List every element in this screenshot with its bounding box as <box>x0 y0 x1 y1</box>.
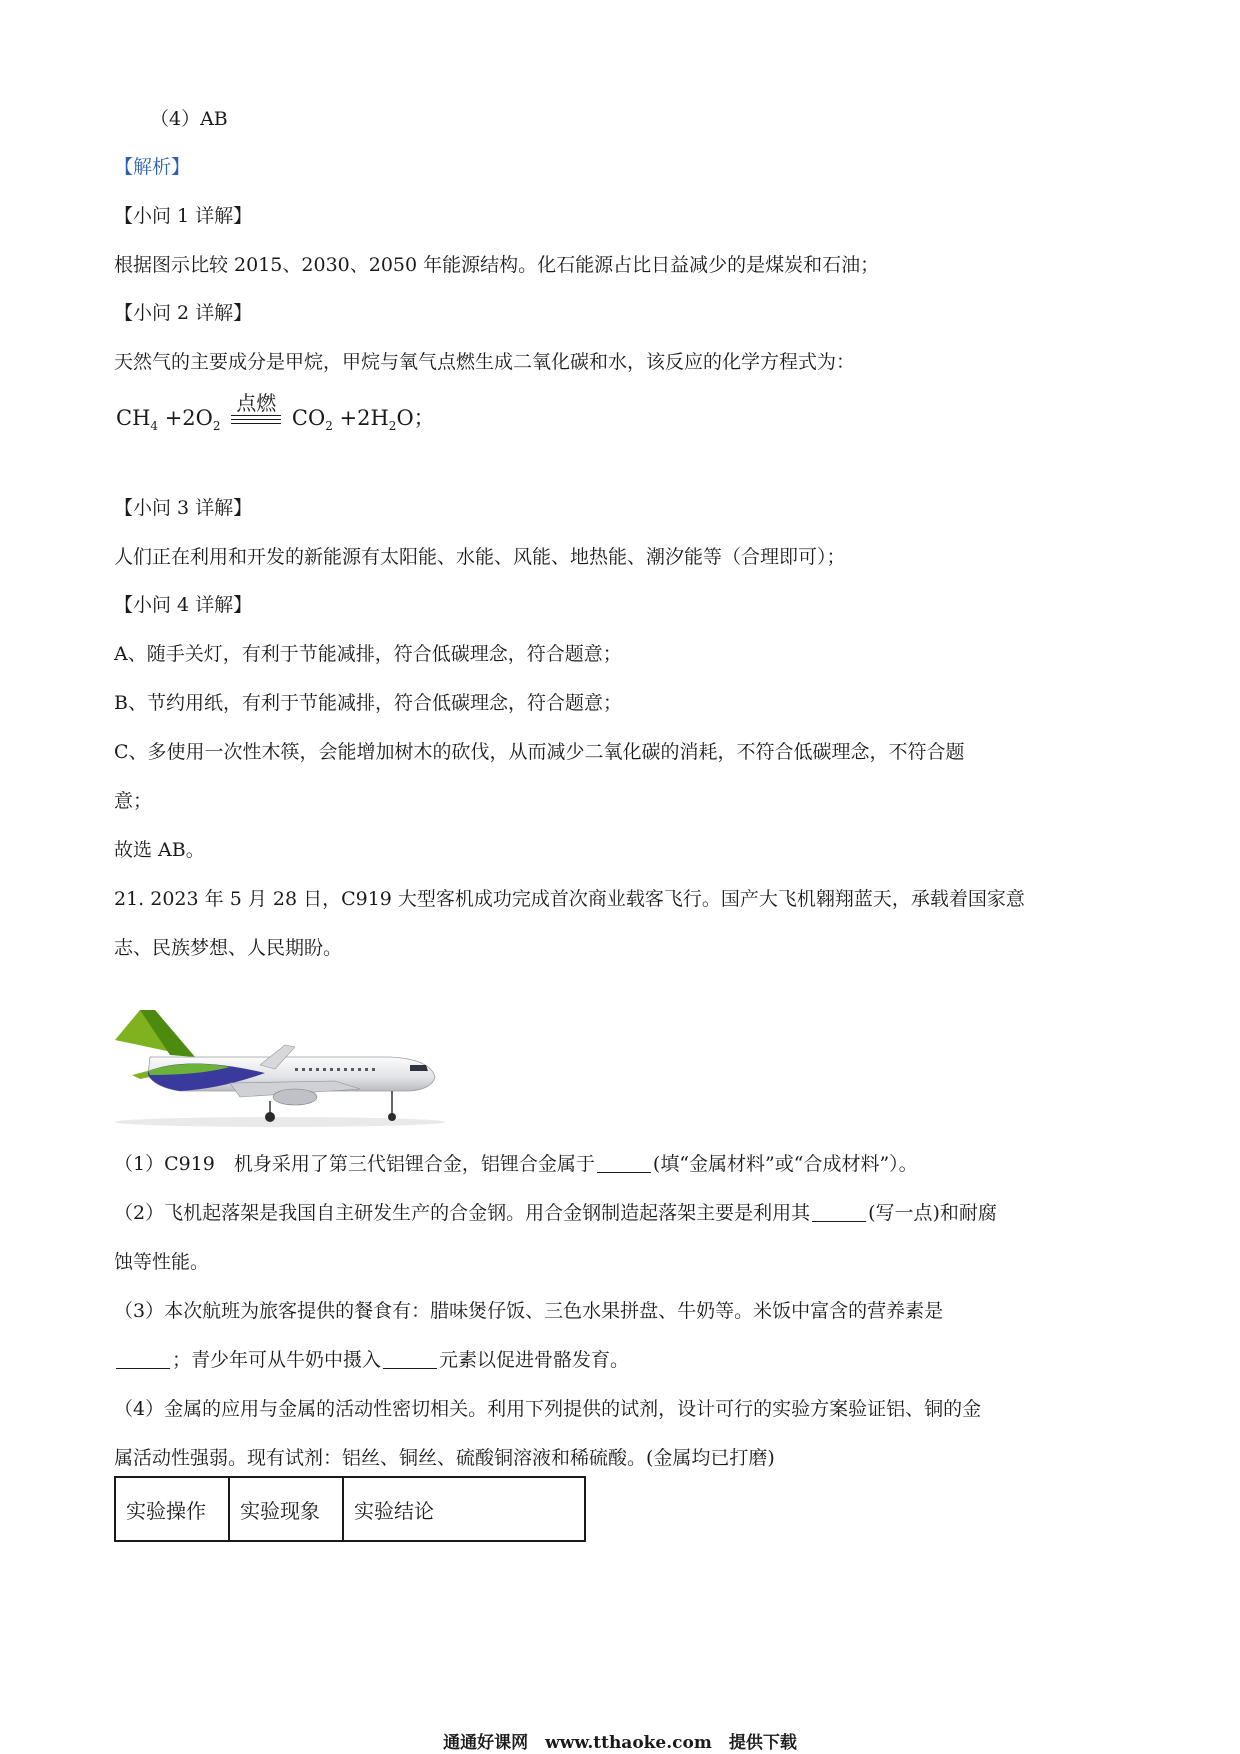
q21-sub4: （4）金属的应用与金属的活动性密切相关。利用下列提供的试剂，设计可行的实验方案验证铝、铜的金 <box>114 1398 982 1420</box>
q1-heading: 【小问 1 详解】 <box>114 205 253 227</box>
sub1-text-tail: (填“金属材料”或“合成材料”）。 <box>652 1153 918 1175</box>
q2-heading: 【小问 2 详解】 <box>114 302 253 324</box>
q4-option-c: C、多使用一次性木筷，会能增加树木的砍伐，从而减少二氧化碳的消耗，不符合低碳理念，不符合题 <box>114 741 965 763</box>
table-header-row <box>115 1477 585 1541</box>
q4-option-a: A、随手关灯，有利于节能减排，符合低碳理念，符合题意； <box>114 643 622 665</box>
sub2-text: （2）飞机起落架是我国自主研发生产的合金钢。用合金钢制造起落架主要是利用其 <box>114 1202 811 1224</box>
eq-co: CO <box>291 406 326 430</box>
q4-conclusion: 故选 AB。 <box>114 839 205 861</box>
sub2-text-tail: (写一点)和耐腐 <box>868 1202 997 1224</box>
airplane-image <box>110 1005 445 1130</box>
eq-end: ； <box>413 406 435 430</box>
eq-h: +2H <box>332 406 389 430</box>
q21-sub2 <box>114 1200 997 1226</box>
answer-blank[interactable] <box>116 1350 170 1369</box>
table-header-cell: 实验现象 <box>229 1477 343 1541</box>
q3-text: 人们正在利用和开发的新能源有太阳能、水能、风能、地热能、潮汐能等（合理即可）； <box>114 546 846 568</box>
eq-sub: 2 <box>388 419 397 433</box>
analysis-label: 【解析】 <box>114 156 191 178</box>
q21-sub4-cont: 属活动性强弱。现有试剂：铝丝、铜丝、硫酸铜溶液和稀硫酸。(金属均已打磨) <box>114 1447 775 1469</box>
q4-option-b: B、节约用纸，有利于节能减排，符合低碳理念，符合题意； <box>114 692 622 714</box>
q1-text: 根据图示比较 2015、2030、2050 年能源结构。化石能源占比日益减少的是煤炭和石油； <box>114 254 880 276</box>
eq-o: O <box>396 406 414 430</box>
equals-bar <box>231 415 281 416</box>
answer-blank[interactable] <box>597 1154 651 1173</box>
q4-option-c-cont: 意； <box>114 790 153 812</box>
equals-bar <box>231 423 281 424</box>
sub3-text-tail: 元素以促进骨骼发育。 <box>439 1349 630 1371</box>
q4-heading: 【小问 4 详解】 <box>114 594 253 616</box>
q2-text: 天然气的主要成分是甲烷，甲烷与氧气点燃生成二氧化碳和水，该反应的化学方程式为： <box>114 351 856 373</box>
answer-blank[interactable] <box>383 1350 437 1369</box>
eq-sub: 2 <box>212 419 221 433</box>
experiment-table <box>114 1476 586 1542</box>
page-footer: 通通好课网 www.tthaoke.com 提供下载 <box>443 1733 797 1753</box>
q21-intro-cont: 志、民族梦想、人民期盼。 <box>114 937 343 959</box>
q21-intro: 21. 2023 年 5 月 28 日，C919 大型客机成功完成首次商业载客飞行。国产大飞机翱翔蓝天，承载着国家意 <box>114 888 1025 910</box>
eq-sub: 2 <box>325 419 333 433</box>
equals-bar <box>231 419 281 420</box>
table-header-cell: 实验结论 <box>343 1477 585 1541</box>
q3-heading: 【小问 3 详解】 <box>114 497 253 519</box>
eq-ch: CH <box>116 406 151 430</box>
previous-answer: （4）AB <box>150 108 228 130</box>
answer-blank[interactable] <box>812 1203 866 1222</box>
sub3-text: ；青少年可从牛奶中摄入 <box>172 1349 382 1371</box>
eq-sub: 4 <box>150 419 159 433</box>
table-header-cell: 实验操作 <box>115 1477 229 1541</box>
q21-sub3-cont <box>114 1347 629 1373</box>
sub1-text: （1）C919 机身采用了第三代铝锂合金，铝锂合金属于 <box>114 1153 595 1175</box>
q21-sub1 <box>114 1151 918 1177</box>
reaction-condition <box>231 390 281 431</box>
condition-label: 点燃 <box>236 390 277 415</box>
q21-sub2-cont: 蚀等性能。 <box>114 1251 210 1273</box>
q21-sub3: （3）本次航班为旅客提供的餐食有：腊味煲仔饭、三色水果拼盘、牛奶等。米饭中富含的营养素是 <box>114 1300 944 1322</box>
eq-o2: +2O <box>158 406 213 430</box>
chemical-equation <box>116 390 435 446</box>
